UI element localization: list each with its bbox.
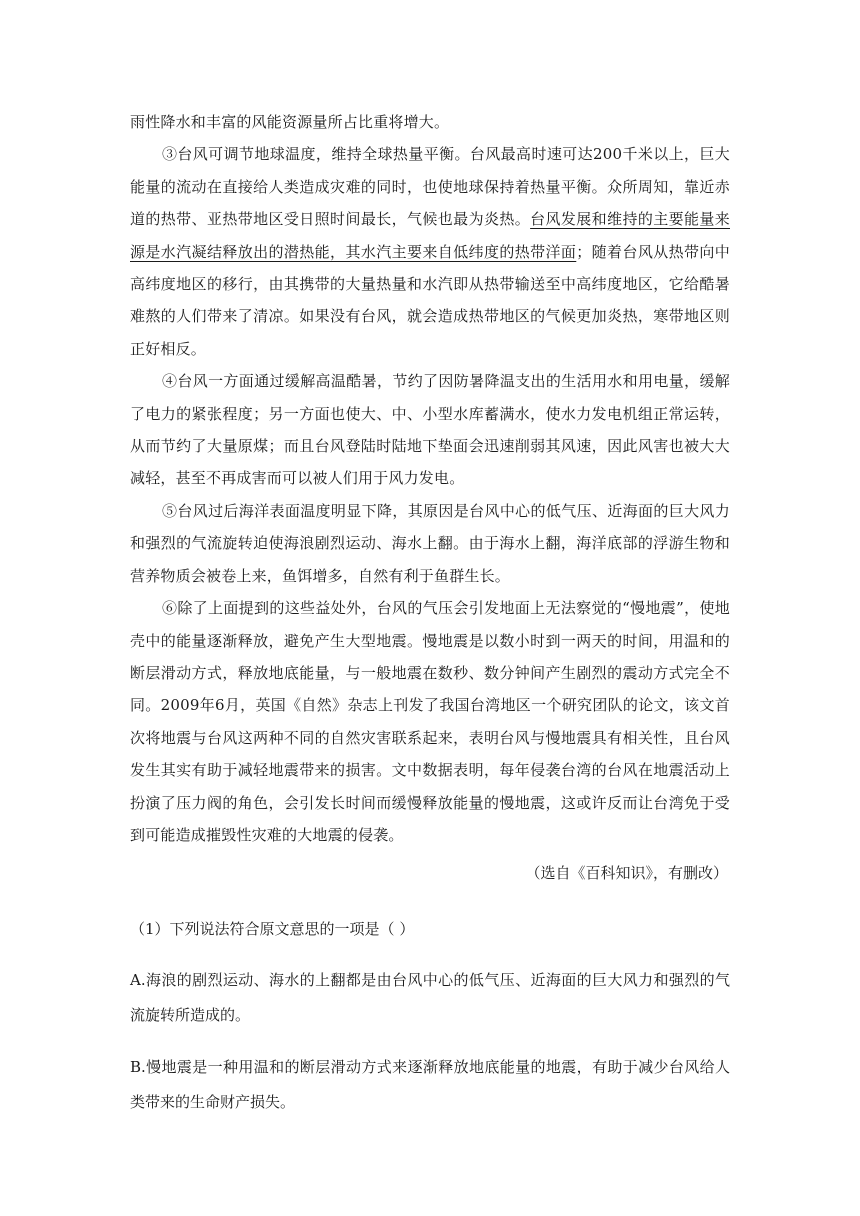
option-b: B.慢地震是一种用温和的断层滑动方式来逐渐释放地底能量的地震，有助于减少台风给人类带来的生命财产损失。 [130, 1058, 730, 1111]
source-citation: （选自《百科知识》，有删改） [525, 864, 728, 883]
paragraph-6: ⑥除了上面提到的这些益处外，台风的气压会引发地面上无法察觉的“慢地震”，使地壳中的能量逐渐释放，避免产生大型地震。慢地震是以数小时到一两天的时间，用温和的断层滑动方式，释放地底能量，与一般地震在数秒、数分钟间产生剧烈的震动方式完全不同。2009年6月，英国《自然》杂志上刊发了我国台湾地区一个研究团队的论文，该文首次将地震与台风这两种不同的自然灾害联系起来，表明台风与慢地震具有相关性，且台风发生其实有助于减轻地震带来的损害。文中数据表明，每年侵袭台湾的台风在地震活动上扮演了压力阀的角色，会引发长时间而缓慢释放能量的慢地震，这或许反而让台湾免于受到可能造成摧毁性灾难的大地震的侵袭。 [130, 599, 730, 844]
paragraph-3-underlined-text: 台风发展和维持的主要能量来源是水汽凝结释放出的潜热能，其水汽主要来自低纬度的热带洋面 [130, 210, 730, 261]
question-stem: （1）下列说法符合原文意思的一项是（ ） [130, 920, 415, 939]
option-a: A.海浪的剧烈运动、海水的上翻都是由台风中心的低气压、近海面的巨大风力和强烈的气流旋转所造成的。 [130, 971, 730, 1024]
paragraph-4: ④台风一方面通过缓解高温酷暑，节约了因防暑降温支出的生活用水和用电量，缓解了电力的紧张程度；另一方面也使大、中、小型水库蓄满水，使水力发电机组正常运转，从而节约了大量原煤；而且台风登陆时陆地下垫面会迅速削弱其风速，因此风害也被大大减轻，甚至不再成害而可以被人们用于风力发电。 [130, 372, 730, 488]
paragraph-3-text-a: ③台风可调节地球温度，维持全球热量平衡。台风最高时速可达200千米以上，巨大能量的流动在直接给人类造成灾难的同时，也使地球保持着热量平衡。众所周知，靠近赤道的热带、亚热带地区受日照时间最长，气候也最为炎热。 [130, 145, 730, 229]
paragraph-5: ⑤台风过后海洋表面温度明显下降，其原因是台风中心的低气压、近海面的巨大风力和强烈的气流旋转迫使海浪剧烈运动、海水上翻。由于海水上翻，海洋底部的浮游生物和营养物质会被卷上来，鱼饵增多，自然有利于鱼群生长。 [130, 501, 730, 585]
paragraph-continuation: 雨性降水和丰富的风能资源量所占比重将增大。 [130, 113, 450, 131]
paragraph-3 [130, 138, 730, 365]
paragraph-3-text-b: ；随着台风从热带向中高纬度地区的移行，由其携带的大量热量和水汽即从热带输送至中高纬度地区，它给酷暑难熬的人们带来了清凉。如果没有台风，就会造成热带地区的气候更加炎热，寒带地区则正好相反。 [130, 242, 730, 358]
